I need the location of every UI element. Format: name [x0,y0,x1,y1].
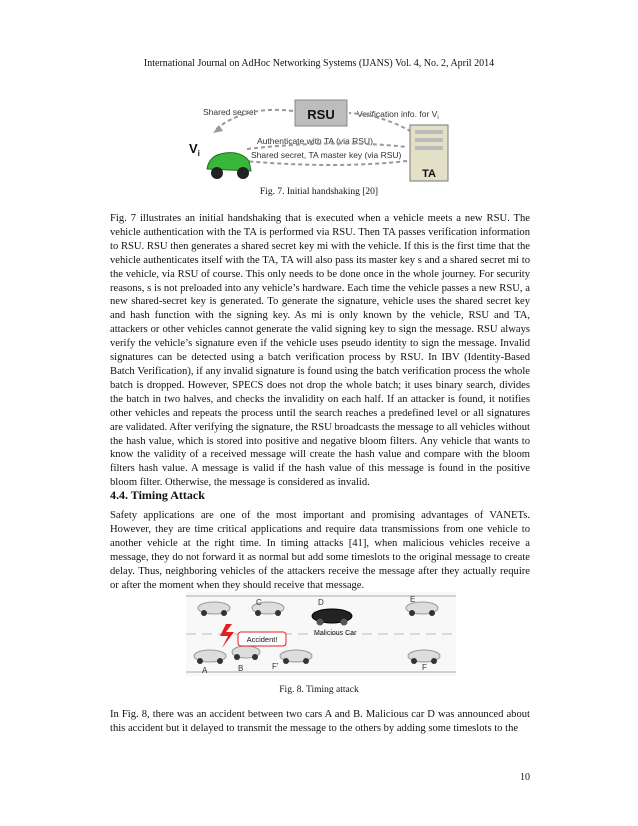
car-label-d: D [318,598,324,607]
car-label-c: C [256,598,262,607]
car-label-b: B [238,664,244,673]
car-b-icon [232,646,260,660]
car-e-icon [406,602,438,616]
malicious-car-d-icon [312,609,352,626]
car-label-f-prime: F' [272,662,279,671]
paragraph-fig8-description: In Fig. 8, there was an accident between two cars A and B. Malicious car D was announced about this accident but it delayed to transmit the message to the others by adding some timeslots to the [110,709,530,734]
paragraph-timing-attack: Safety applications are one of the most important and promising advantages of VANETs. However, they are time critical applications and require data transmissions from one vehicle to another vehicle at the right time. In timing attacks [41], when malicious vehicles receive a message, they do not forward it as normal but add some timeslots to the original message to create delay. Thus, neighboring vehicles of the attackers receive the message after they actually require or after the moment when they should receive that message. [110,510,530,591]
shared-master-arrow [245,161,407,165]
shared-secret-label: Shared secret [203,107,256,117]
verification-label: Verification info. for $V_i$ [357,109,439,121]
rsu-label: RSU [307,107,335,122]
car-label-a: A [202,666,208,675]
figure-8-caption: Fig. 8. Timing attack [279,685,359,695]
car-label-e: E [410,595,416,604]
car-f-icon [408,650,440,664]
shared-master-label: Shared secret, TA master key (via RSU) [251,150,402,160]
accident-label: Accident! [246,635,278,644]
car-a-icon [194,650,226,664]
figure-7-caption: Fig. 7. Initial handshaking [20] [259,187,379,197]
page-number: 10 [520,772,530,783]
green-car-icon [207,153,251,179]
arrowhead-icon [213,125,223,133]
malicious-car-label: Malicious Car [314,630,357,637]
paragraph-initial-handshaking: Fig. 7 illustrates an initial handshaking that is executed when a vehicle meets a new RSU. The vehicle authentication with the TA is performed via RSU. Then TA passes verification information to RSU. RSU then generates a shared secret key mi with the vehicle. If this is the first time that the vehicle authenticates itself with the TA, TA will also pass its master key s and a shared secret mi to the vehicle, via RSU of course. This only needs to be done once in the whole journey. For security reasons, s is not preloaded into any vehicle’s hardware. Each time the vehicle passes a new RSU, a new shared-secret key is generated. To generate the signature, vehicle uses the shared secret key and hash function with the signing key. As mi is only known by the vehicle, RSU and TA, attackers or other vehicles cannot generate the valid signing key to sign the message. RSU always verify the vehicle’s signature even if the vehicle uses pseudo identity to sign the message. Invalid signatures can be detected using a batch verification process by RSU. In IBV (Identity-Based Batch Verification), if any invalid signature is found using the batch verification process the whole batch is dropped. However, SPECS does not drop the whole batch; it uses binary search, divides the batch in two halves, and checks the invalidity on each half. If an attacker is found, it notifies other vehicles and repeats the process until the search reaches a predefined level or all signatures are validated. After verifying the signature, the RSU broadcasts the message to all vehicles without the hash value, which is stored into positive and negative bloom filters. Any vehicle that wants to know the validity of a received message will create the hash value and compare with the bloom filters hash value. A message is valid if the hash value of this message is found in the positive bloom filter. Otherwise, the message is considered as invalid. [110,213,530,489]
figure-7-initial-handshaking [185,95,455,185]
car-label-f: F [422,663,427,672]
ta-label: TA [422,168,436,180]
car-f-prime-icon [280,650,312,664]
figure-8-timing-attack [186,592,456,676]
section-heading: 4.4. Timing Attack [110,488,205,502]
running-header: International Journal on AdHoc Networking Systems (IJANS) Vol. 4, No. 2, April 2014 [143,58,495,69]
vehicle-label: $V_i$ [189,141,200,158]
car-icon [198,602,230,616]
authenticate-label: Authenticate with TA (via RSU) [257,136,373,146]
